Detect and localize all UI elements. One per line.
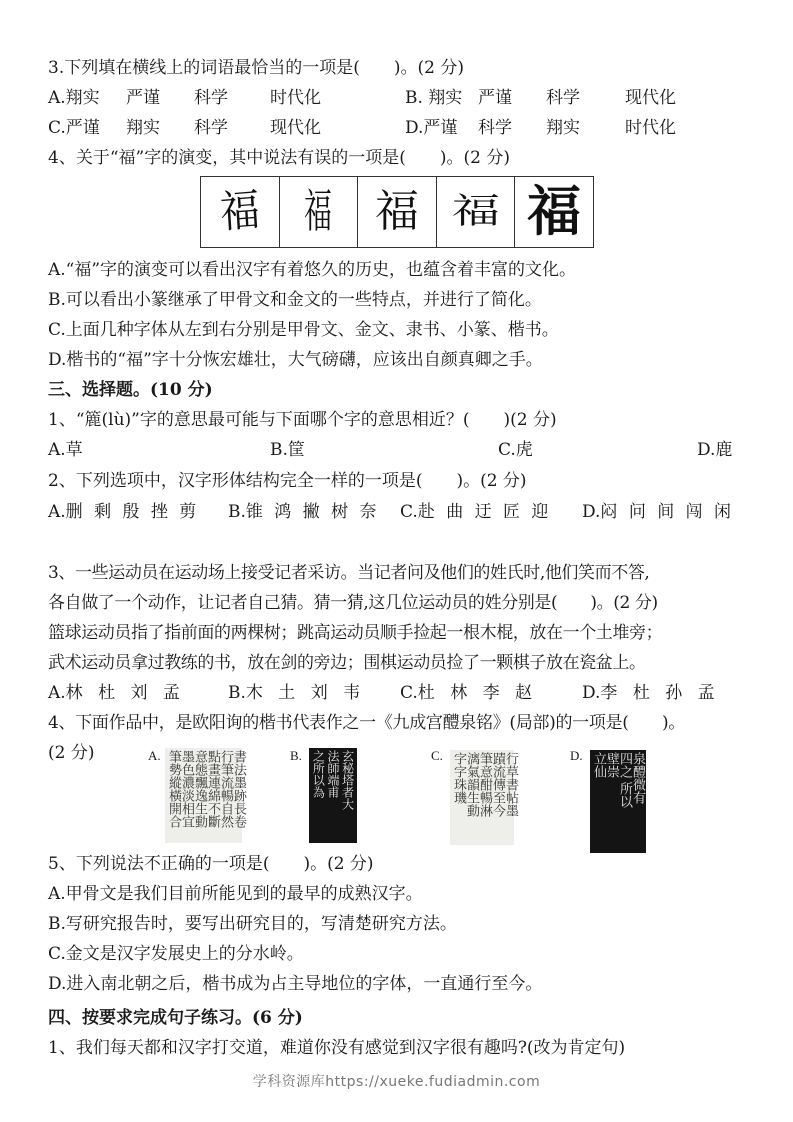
calligraphy-column: 法師端甫 bbox=[325, 750, 340, 798]
option-word: 翔实 bbox=[126, 118, 160, 138]
q3-option-c bbox=[48, 117, 321, 139]
calligraphy-column: 漓氣韻生動 bbox=[464, 752, 479, 817]
calligraphy-column: 書法墨跡長卷 bbox=[231, 750, 246, 828]
option-word: 翔实 bbox=[546, 118, 580, 138]
section3-title: 三、选择题。(10 分) bbox=[48, 380, 213, 400]
s3-q1-option-c: C.虎 bbox=[498, 440, 533, 460]
fu-bronze: 福 bbox=[280, 177, 359, 247]
img-label-a: A. bbox=[148, 748, 161, 763]
option-word: 时代化 bbox=[270, 88, 321, 108]
calligraphy-column: 點畫連綿不斷 bbox=[205, 750, 220, 828]
calligraphy-column: 筆勢縱橫開合 bbox=[166, 750, 181, 828]
option-word: 科学 bbox=[194, 118, 228, 138]
s3-q3-option-c: C.杜 林 李 赵 bbox=[400, 683, 533, 703]
s3-q3-line2: 各自做了一个动作，让记者自己猜。猜一猜,这几位运动员的姓分别是( )。(2 分) bbox=[48, 593, 658, 613]
calligraphy-column: 蹟流傳至今 bbox=[490, 752, 505, 817]
option-word: 严谨 bbox=[478, 88, 512, 108]
calligraphy-column: 筆意酣暢淋 bbox=[477, 752, 492, 817]
fu-regular: 福 bbox=[527, 180, 582, 243]
s3-q2-question: 2、下列选项中，汉字形体结构完全一样的一项是( )。(2 分) bbox=[48, 471, 527, 491]
q4-option-d: D.楷书的“福”字十分恢宏雄壮，大气磅礴，应该出自颜真卿之手。 bbox=[48, 350, 543, 370]
q3-option-d bbox=[405, 117, 676, 139]
option-word: 科学 bbox=[194, 88, 228, 108]
section4-title: 四、按要求完成句子练习。(6 分) bbox=[48, 1008, 303, 1028]
s3-q2-option-d: D.闷 问 间 闯 闲 bbox=[582, 502, 732, 522]
s3-q2-option-c: C.赴 曲 迂 匠 迎 bbox=[400, 502, 549, 522]
calligraphy-image-a bbox=[165, 748, 246, 843]
s3-q4-line2: (2 分) bbox=[48, 743, 95, 763]
s3-q3-option-d: D.李 杜 孙 孟 bbox=[582, 683, 715, 703]
page-footer-watermark: 学科资源库https://xueke.fudiadmin.com bbox=[252, 1074, 541, 1090]
option-word: C.严谨 bbox=[48, 118, 100, 138]
q4-option-c: C.上面几种字体从左到右分别是甲骨文、金文、隶书、小篆、楷书。 bbox=[48, 320, 559, 340]
q3-option-b bbox=[405, 87, 676, 109]
calligraphy-image-b bbox=[309, 748, 357, 843]
option-word: 现代化 bbox=[270, 118, 321, 138]
option-word: 时代化 bbox=[625, 118, 676, 138]
q4-option-a: A.“福”字的演变可以看出汉字有着悠久的历史，也蕴含着丰富的文化。 bbox=[48, 260, 577, 280]
option-word: 现代化 bbox=[625, 88, 676, 108]
fu-clerical: 福 bbox=[358, 177, 437, 247]
s3-q3-option-b: B.木 土 刘 韦 bbox=[228, 683, 361, 703]
option-word: 科学 bbox=[478, 118, 512, 138]
s3-q3-line4: 武术运动员拿过教练的书，放在剑的旁边；围棋运动员捡了一颗棋子放在瓷盆上。 bbox=[48, 653, 646, 673]
calligraphy-column: 之所以為 bbox=[311, 750, 326, 798]
s3-q1-option-b: B.筐 bbox=[270, 440, 305, 460]
s3-q5-option-d: D.进入南北朝之后，楷书成为占主导地位的字体，一直通行至今。 bbox=[48, 974, 543, 994]
calligraphy-column: 壁崇 bbox=[604, 752, 619, 778]
option-word: 严谨 bbox=[126, 88, 160, 108]
calligraphy-column: 意態飄逸生動 bbox=[192, 750, 207, 828]
s3-q1-question: 1、“簏(lù)”字的意思最可能与下面哪个字的意思相近？( )(2 分) bbox=[48, 410, 557, 430]
s3-q3-option-a: A.林 杜 刘 孟 bbox=[48, 683, 180, 703]
img-label-d: D. bbox=[570, 748, 583, 763]
calligraphy-column: 字字珠璣 bbox=[451, 752, 466, 804]
option-word: 科学 bbox=[546, 88, 580, 108]
s3-q4-line1: 4、下面作品中，是欧阳询的楷书代表作之一《九成宫醴泉铭》(局部)的一项是( )。 bbox=[48, 713, 686, 733]
calligraphy-column: 行草書帖墨 bbox=[503, 752, 518, 817]
img-label-c: C. bbox=[431, 748, 443, 763]
fu-oracle-bone: 福 bbox=[201, 177, 280, 247]
s3-q1-option-d: D.鹿 bbox=[697, 440, 733, 460]
calligraphy-column: 玄秘塔者大 bbox=[340, 750, 355, 810]
calligraphy-image-d bbox=[590, 750, 646, 853]
q4-fu-question: 4、关于“福”字的演变，其中说法有误的一项是( )。(2 分) bbox=[48, 148, 510, 168]
calligraphy-column: 立仙 bbox=[591, 752, 606, 778]
s3-q3-line1: 3、一些运动员在运动场上接受记者采访。当记者问及他们的姓氏时,他们笑而不答, bbox=[48, 563, 650, 583]
s4-q1: 1、我们每天都和汉字打交道，难道你没有感觉到汉字很有趣吗?(改为肯定句) bbox=[48, 1038, 626, 1058]
s3-q5-option-c: C.金文是汉字发展史上的分水岭。 bbox=[48, 944, 304, 964]
q4-option-b: B.可以看出小篆继承了甲骨文和金文的一些特点，并进行了简化。 bbox=[48, 290, 542, 310]
q3-option-a bbox=[48, 87, 321, 109]
fu-evolution-strip bbox=[200, 176, 594, 248]
s3-q2-option-a: A.删 剩 殷 挫 剪 bbox=[48, 502, 197, 522]
s3-q1-option-a: A.草 bbox=[48, 440, 83, 460]
calligraphy-column: 泉醴微有 bbox=[630, 752, 645, 804]
s3-q5-question: 5、下列说法不正确的一项是( )。(2 分) bbox=[48, 854, 374, 874]
calligraphy-column: 四之 所以 bbox=[617, 752, 632, 809]
fu-small-seal: 福 bbox=[437, 177, 516, 247]
calligraphy-image-c bbox=[450, 750, 518, 845]
option-word: B. 翔实 bbox=[405, 88, 463, 108]
s3-q5-option-b: B.写研究报告时，要写出研究目的，写清楚研究方法。 bbox=[48, 914, 457, 934]
q3-fill-question: 3.下列填在横线上的词语最恰当的一项是( )。(2 分) bbox=[48, 58, 464, 78]
calligraphy-column: 行筆流暢自然 bbox=[218, 750, 233, 828]
s3-q5-option-a: A.甲骨文是我们目前所能见到的最早的成熟汉字。 bbox=[48, 884, 423, 904]
s3-q3-line3: 篮球运动员指了指前面的两棵树；跳高运动员顺手捡起一根木棍，放在一个土堆旁； bbox=[48, 623, 663, 643]
option-word: A.翔实 bbox=[48, 88, 100, 108]
option-word: D.严谨 bbox=[405, 118, 458, 138]
s3-q2-option-b: B.锥 鸿 撇 树 奈 bbox=[228, 502, 377, 522]
calligraphy-column: 墨色濃淡相宜 bbox=[179, 750, 194, 828]
img-label-b: B. bbox=[290, 748, 302, 763]
